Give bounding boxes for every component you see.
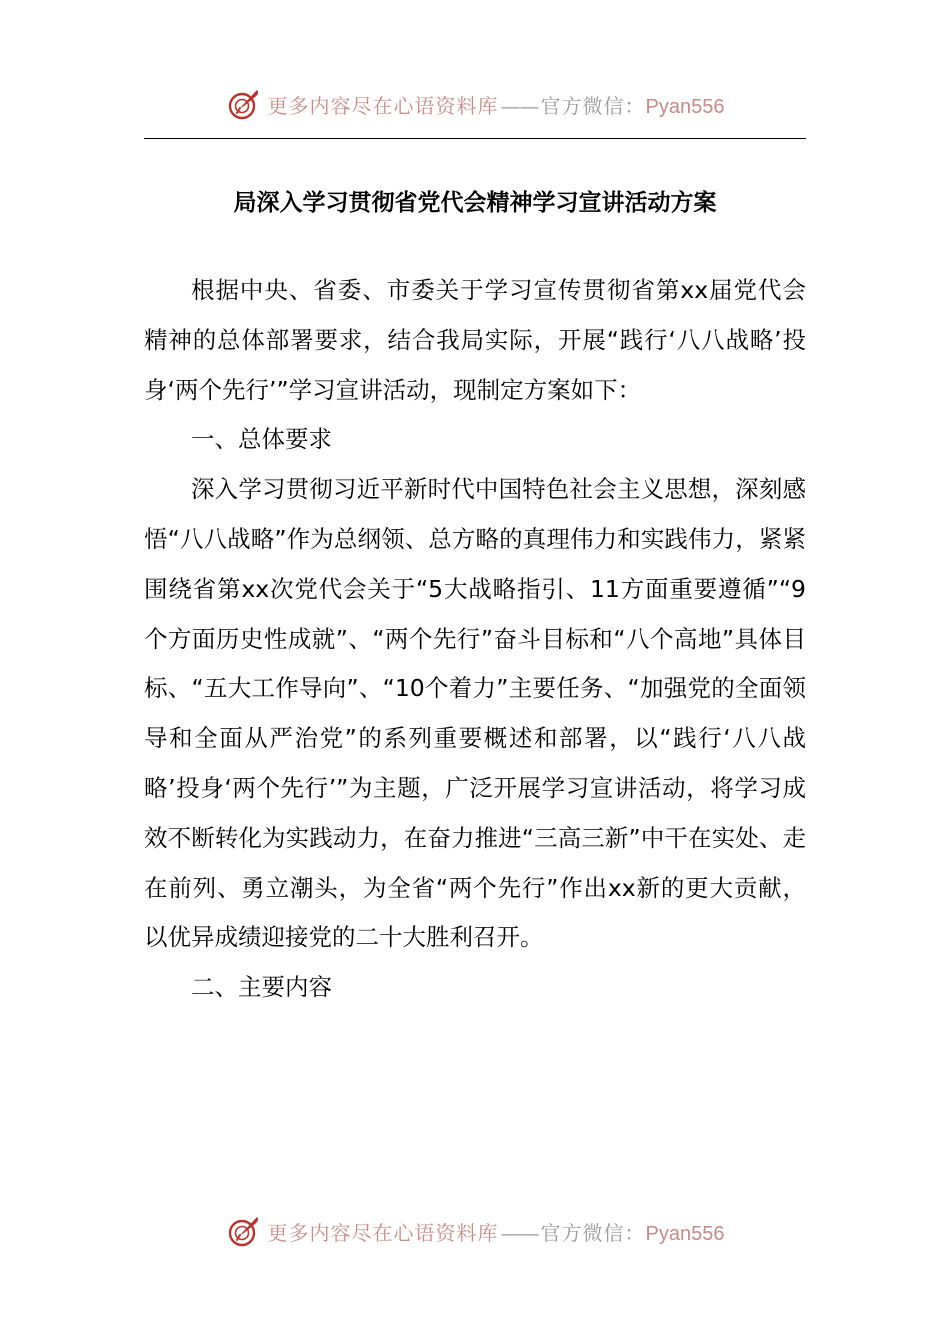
banner-site-text: 更多内容尽在心语资料库: [267, 1220, 499, 1245]
banner-text: [268, 90, 725, 119]
banner-wechat-id: Pyan556: [645, 1222, 725, 1245]
section-1-paragraph: 深入学习贯彻习近平新时代中国特色社会主义思想，深刻感悟“八八战略”作为总纲领、总方略的真理伟力和实践伟力，紧紧围绕省第xx次党代会关于“5大战略指引、11方面重要遵循”“9个方面历史性成就”、“两个先行”奋斗目标和“八个高地”具体目标、“五大工作导向”、“10个着力”主要任务、“加强党的全面领导和全面从严治党”的系列重要概述和部署，以“践行‘八八战略’投身‘两个先行’”为主题，广泛开展学习宣讲活动，将学习成效不断转化为实践动力，在奋力推进“三高三新”中干在实处、走在前列、勇立潮头，为全省“两个先行”作出xx新的更大贡献，以优异成绩迎接党的二十大胜利召开。: [144, 475, 806, 952]
section-1-heading: 一、总体要求: [191, 425, 332, 454]
quill-pen-logo-icon: [226, 86, 262, 122]
header-banner: [0, 84, 950, 124]
banner-separator: ——: [500, 1220, 539, 1245]
banner-site-text: 更多内容尽在心语资料库: [267, 93, 499, 118]
header-divider: [144, 138, 806, 139]
banner-wechat-id: Pyan556: [645, 95, 725, 118]
banner-text: [268, 1217, 725, 1246]
banner-wechat-label: 官方微信：: [540, 1220, 646, 1245]
banner-separator: ——: [500, 93, 539, 118]
document-body: [144, 266, 806, 1013]
document-title: 局深入学习贯彻省党代会精神学习宣讲活动方案: [233, 189, 717, 216]
banner-wechat-label: 官方微信：: [540, 93, 646, 118]
footer-banner: [0, 1211, 950, 1251]
section-2-heading: 二、主要内容: [191, 973, 332, 1002]
intro-paragraph: 根据中央、省委、市委关于学习宣传贯彻省第xx届党代会精神的总体部署要求，结合我局实际，开展“践行‘八八战略’投身‘两个先行’”学习宣讲活动，现制定方案如下：: [144, 276, 806, 404]
quill-pen-logo-icon: [226, 1213, 262, 1249]
